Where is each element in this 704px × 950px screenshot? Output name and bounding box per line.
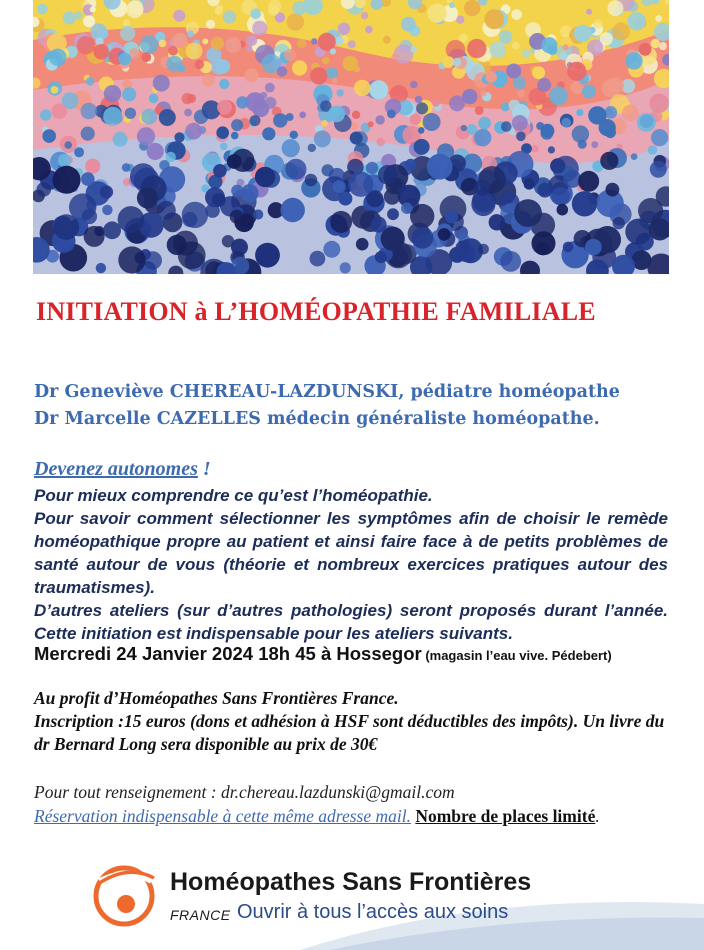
headline-text: Devenez autonomes [34, 458, 198, 480]
contact-info [34, 780, 674, 828]
org-slogan: Ouvrir à tous l’accès aux soins [237, 901, 509, 923]
places-suffix: . [595, 806, 600, 826]
description [34, 484, 668, 645]
event-date [34, 644, 674, 666]
event-location-note: (magasin l’eau vive. Pédebert) [421, 648, 612, 663]
contact-email-line[interactable]: Pour tout renseignement : dr.chereau.lazdunski@gmail.com [34, 782, 455, 802]
paragraph-3: D’autres ateliers (sur d’autres pathologies) seront proposés durant l’année. Cette initiation est indispensable pour les ateliers suivants. [34, 601, 668, 643]
painting-dots-image [33, 0, 669, 274]
reservation-line [34, 804, 674, 828]
paragraph-1: Pour mieux comprendre ce qu’est l’homéopathie. [34, 486, 433, 505]
doctor-2: Dr Marcelle CAZELLES médecin généraliste homéopathe. [34, 409, 600, 429]
hsf-logo-icon [90, 858, 158, 930]
org-name: Homéopathes Sans Frontières [170, 868, 532, 896]
doctor-1: Dr Geneviève CHEREAU-LAZDUNSKI, pédiatre homéopathe [34, 382, 620, 402]
profit-line: Au profit d’Homéopathes Sans Frontières France. [34, 688, 399, 708]
org-country: FRANCE [170, 907, 231, 923]
paragraph-2: Pour savoir comment sélectionner les symptômes afin de choisir le remède homéopathique propre au patient et ainsi faire face à de petits problèmes de santé autour de vous (théorie et nombreux exercices pratiques autour des traumatismes). [34, 509, 668, 597]
event-date-text: Mercredi 24 Janvier 2024 18h 45 à Hossegor [34, 643, 422, 664]
doctors-list [34, 379, 620, 433]
page-title: INITIATION à L’HOMÉOPATHIE FAMILIALE [36, 297, 596, 326]
places-limited: Nombre de places limité [415, 806, 596, 826]
headline [34, 458, 211, 481]
inscription-line: Inscription :15 euros (dons et adhésion à HSF sont déductibles des impôts). Un livre du dr Bernard Long sera disponible au prix de 30€ [34, 711, 665, 754]
headline-suffix: ! [197, 458, 211, 480]
pricing-info [34, 687, 674, 756]
reservation-link[interactable]: Réservation indispensable à cette même adresse mail. [34, 806, 411, 826]
